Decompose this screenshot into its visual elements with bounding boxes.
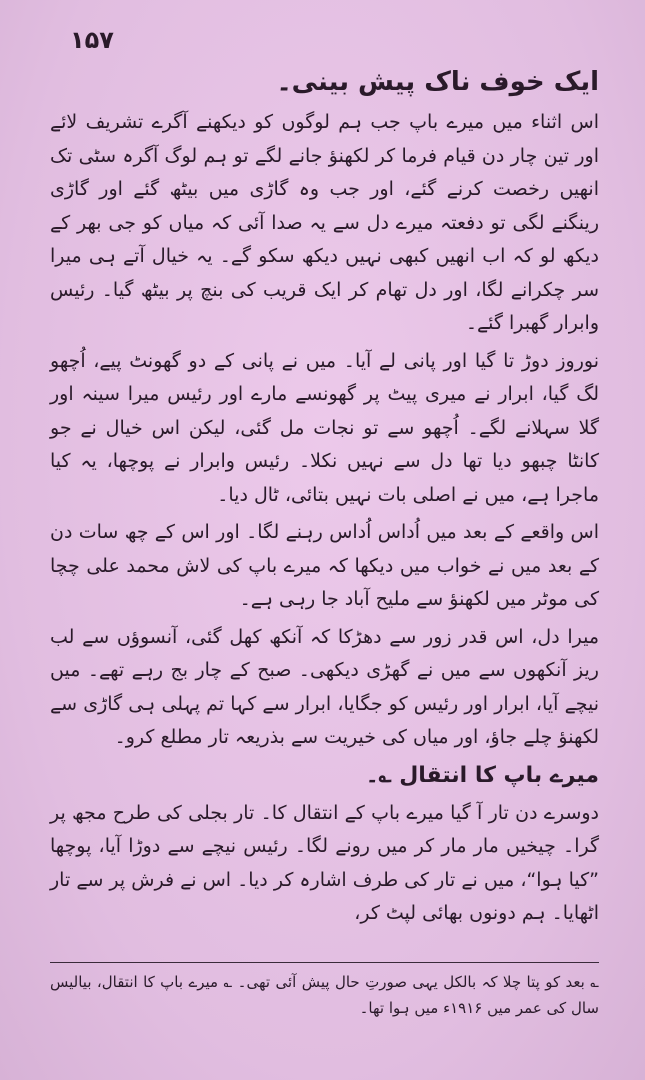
paragraph-2: نوروز دوڑ تا گیا اور پانی لے آیا۔ میں نے پانی کے دو گھونٹ پیے، اُچھو لگ گیا، ابرار نے میری پیٹ پر گھونسے مارے اور رئیس میرا سینہ اور گلا سہلانے لگے۔ اُچھو سے تو نجات مل گئی، لیکن اس خیال نے جو کانٹا چبھو دیا تھا دل سے نہیں نکلا۔ رئیس وابرار نے پوچھا، یہ کیا ماجرا ہے، میں نے اصلی بات نہیں بتائی، ٹال دیا۔ xyxy=(50,349,599,506)
body-text xyxy=(50,62,599,935)
footnotes: ؎ بعد کو پتا چلا کہ بالکل یہی صورتِ حال پیش آئی تھی۔ ؎ میرے باپ کا انتقال، بیالیس سال کی عمر میں ۱۹۱۶ء میں ہوا تھا۔ xyxy=(50,962,599,1021)
section-heading-1: ایک خوف ناک پیش بینی۔ xyxy=(276,67,599,97)
paragraph-5: دوسرے دن تار آ گیا میرے باپ کے انتقال کا۔ تار بجلی کی طرح مجھ پر گرا۔ چیخیں مار مار کر میں رونے لگا۔ رئیس نیچے سے دوڑا آیا، پوچھا ”کیا ہوا“، میں نے تار کی طرف اشارہ کر دیا۔ اس نے فرش پر سے تار اٹھایا۔ ہم دونوں بھائی لپٹ کر، xyxy=(50,801,599,924)
paragraph-3: اس واقعے کے بعد میں اُداس اُداس رہنے لگا۔ اور اس کے چھ سات دن کے بعد میں نے خواب میں دیکھا کہ میرے باپ کی لاش محمد علی چچا کی موٹر میں لکھنؤ سے ملیح آباد جا رہی ہے۔ xyxy=(50,521,599,610)
page-number: ۱۵۷ xyxy=(70,26,114,54)
section-heading-2: میرے باپ کا انتقال ؎۔ xyxy=(365,762,599,788)
paragraph-4: میرا دل، اس قدر زور سے دھڑکا کہ آنکھ کھل گئی، آنسوؤں سے لب ریز آنکھوں سے میں نے گھڑی دیکھی۔ صبح کے چار بج رہے تھے۔ میں نیچے آیا، ابرار اور رئیس کو جگایا، ابرار سے کہا تم پہلی ہی گاڑی سے لکھنؤ چلے جاؤ، اور میاں کی خیریت سے بذریعہ تار مطلع کرو۔ xyxy=(50,625,599,748)
paragraph-1: اس اثناء میں میرے باپ جب ہم لوگوں کو دیکھنے آگرے تشریف لائے اور تین چار دن قیام فرما کر لکھنؤ جانے لگے تو ہم لوگ آگرہ سٹی تک انھیں رخصت کرنے گئے، اور جب وہ گاڑی میں بیٹھ گئے اور گاڑی رینگنے لگی تو دفعتہ میرے دل سے یہ صدا آئی کہ میاں کو جی بھر کے دیکھ لو کہ اب انھیں کبھی نہیں دیکھ سکو گے۔ یہ خیال آتے ہی میرا سر چکرانے لگا، اور دل تھام کر ایک قریب کی بنچ پر بیٹھ گیا۔ رئیس وابرار گھبرا گئے۔ xyxy=(50,111,599,334)
